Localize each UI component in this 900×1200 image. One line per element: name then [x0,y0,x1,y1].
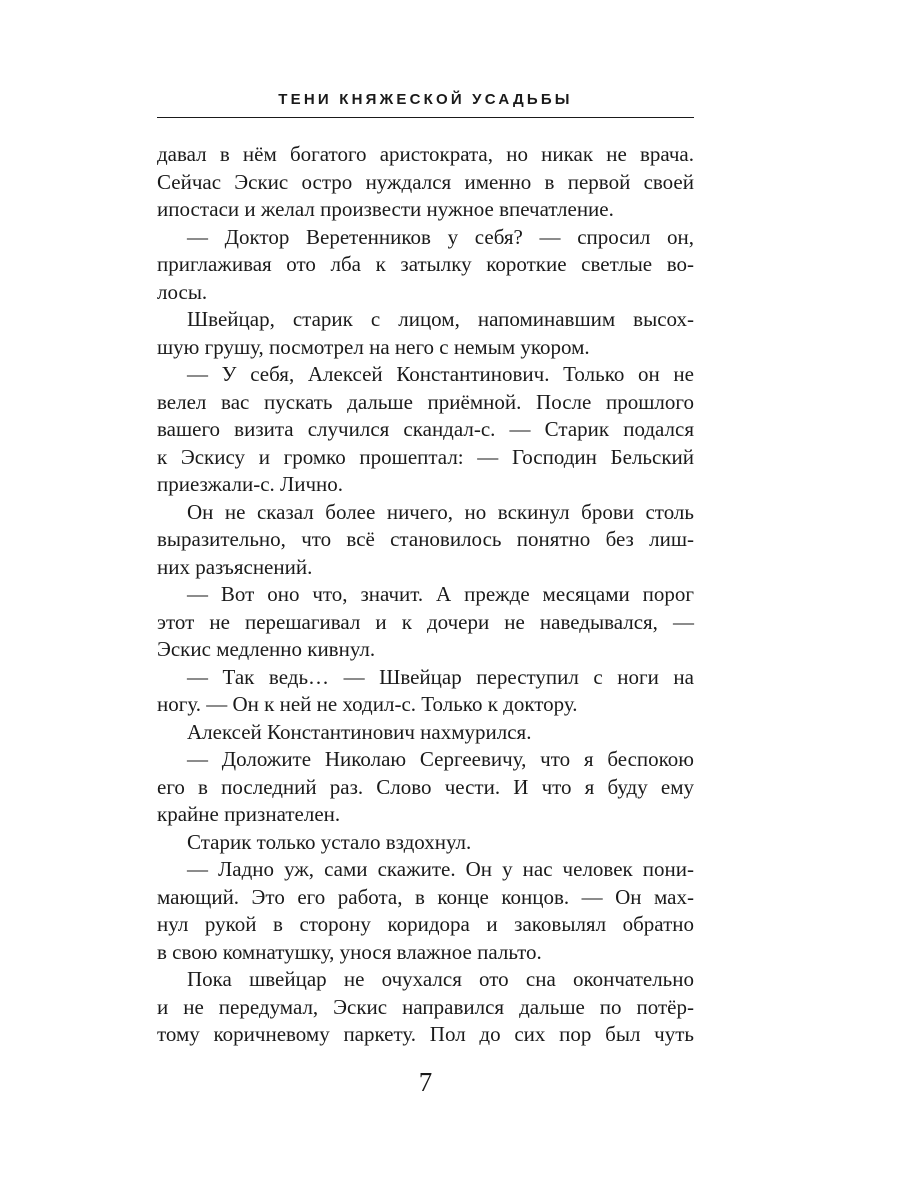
body-text [157,141,694,1049]
text-line: крайне признателен. [157,802,341,826]
text-line: Пока швейцар не очухался ото сна окончательно [187,967,694,991]
text-line: в свою комнатушку, унося влажное пальто. [157,939,542,964]
paragraph [157,966,694,1049]
paragraph [157,664,694,719]
paragraph [157,499,694,582]
text-line: Старик только устало вздохнул. [187,829,472,854]
text-line: давал в нём богатого аристократа, но никак не врача. [157,142,694,166]
text-line: выразительно, что всё становилось понятно без лиш- [157,527,694,551]
text-line: Алексей Константинович нахмурился. [187,719,532,744]
text-line: его в последний раз. Слово чести. И что я буду ему [157,774,694,799]
text-line: — Доктор Веретенников у себя? — спросил он, [187,224,694,249]
paragraph [157,719,694,747]
text-line: к Эскису и громко прошептал: — Господин Бельский [157,444,694,469]
text-line: и не передумал, Эскис направился дальше по потёр- [157,994,694,1019]
text-line: Он не сказал более ничего, но вскинул брови столь [187,499,694,524]
text-line: — Ладно уж, сами скажите. Он у нас человек пони- [187,857,694,881]
text-line: нул рукой в сторону коридора и заковылял обратно [157,912,694,936]
text-line: приглаживая ото лба к затылку короткие светлые во- [157,252,694,276]
text-line: Сейчас Эскис остро нуждался именно в первой своей [157,169,694,194]
paragraph [157,306,694,361]
text-line: — Вот оно что, значит. А прежде месяцами порог [187,582,694,606]
text-line: лосы. [157,279,208,304]
text-line: ногу. — Он к ней не ходил-с. Только к доктору. [157,692,578,716]
header-rule [157,117,694,118]
paragraph [157,361,694,499]
paragraph [157,224,694,307]
text-line: них разъяснений. [157,554,313,579]
text-line: этот не перешагивал и к дочери не наведывался, — [157,609,694,634]
page-number: 7 [418,1067,433,1097]
paragraph [157,141,694,224]
text-line: ипостаси и желал произвести нужное впечатление. [157,197,614,221]
text-line: вашего визита случился скандал-с. — Старик подался [157,417,694,441]
text-line: велел вас пускать дальше приёмной. После прошлого [157,389,694,414]
text-line: — У себя, Алексей Константинович. Только он не [187,362,694,386]
text-line: мающий. Это его работа, в конце концов. — Он мах- [157,884,694,909]
text-line: приезжали-с. Лично. [157,472,344,496]
paragraph [157,829,694,857]
running-head: ТЕНИ КНЯЖЕСКОЙ УСАДЬБЫ [278,91,573,108]
text-line: шую грушу, посмотрел на него с немым укором. [157,334,590,359]
text-line: Эскис медленно кивнул. [157,637,376,661]
paragraph [157,856,694,966]
paragraph [157,581,694,664]
text-line: — Так ведь… — Швейцар переступил с ноги на [187,664,694,689]
text-line: тому коричневому паркету. Пол до сих пор был чуть [157,1022,694,1046]
text-line: — Доложите Николаю Сергеевичу, что я беспокою [187,747,694,771]
text-line: Швейцар, старик с лицом, напоминавшим высох- [187,307,694,331]
paragraph [157,746,694,829]
